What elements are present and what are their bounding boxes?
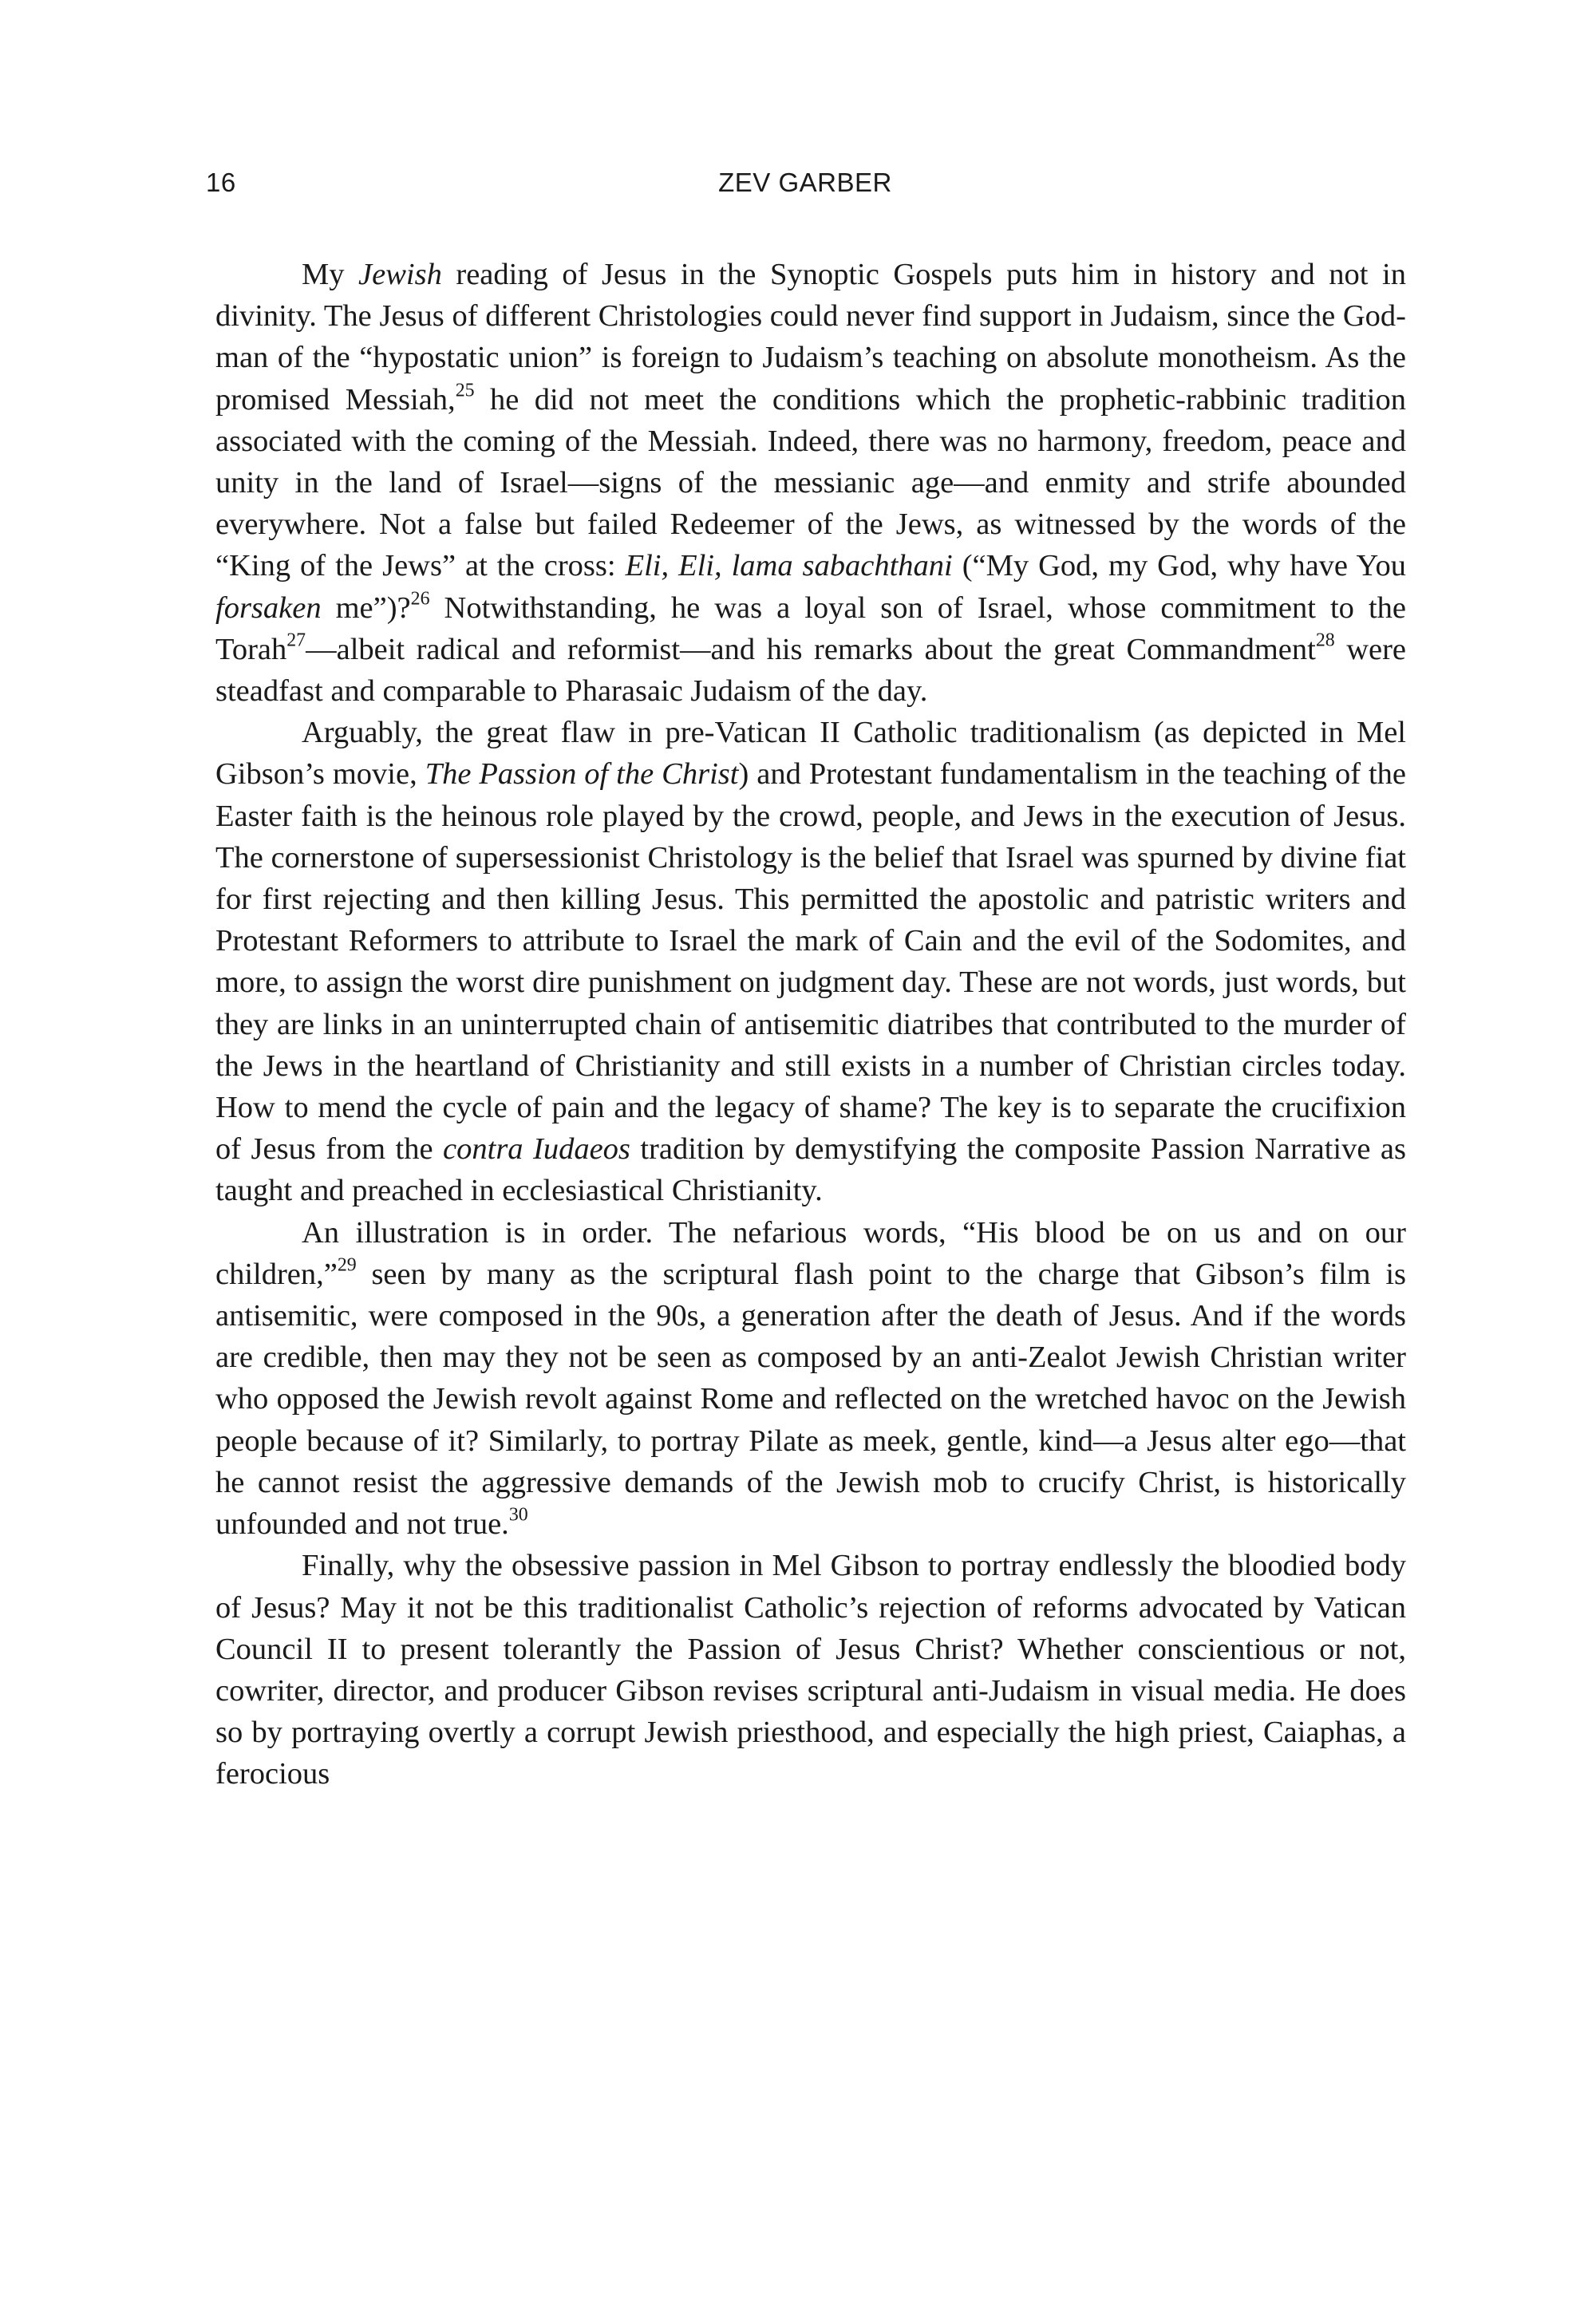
text-run: Arguably, the great flaw in pre-Vatican II Catholic traditionalism (as depicted in Mel Gibson’s movie, — [215, 716, 1406, 792]
text-run: (“My God, my God, why have You — [952, 549, 1406, 583]
page-number: 16 — [206, 168, 236, 197]
text-run: reading of Jesus in the Synoptic Gospels puts him in history and not in divinity. The Jesus of different Christologies could never find support in Judaism, since the God-man of the “hypostatic union” is foreign to Judaism’s teaching on absolute monotheism. As the promised Messiah, — [215, 258, 1406, 417]
footnote-ref: 26 — [410, 587, 430, 609]
paragraph — [215, 1212, 1406, 1546]
text-run: My — [302, 258, 359, 291]
paragraph — [215, 1545, 1406, 1795]
text-run: he did not meet the conditions which the prophetic-rabbinic tradition associated with the coming of the Messiah. Indeed, there was no harmony, freedom, peace and unity in the land of Israel—signs of the messianic age—and enmity and strife abounded everywhere. Not a false but failed Redeemer of the Jews, as witnessed by the words of the “King of the Jews” at the cross: — [215, 382, 1406, 583]
paragraph — [215, 254, 1406, 712]
text-run: Finally, why the obsessive passion in Mel Gibson to portray endlessly the bloodied body of Jesus? May it not be this traditionalist Catholic’s rejection of reforms advocated by Vatican Council II to present tolerantly the Passion of Jesus Christ? Whether conscientious or not, cowriter, director, and producer Gibson revises scriptural anti-Judaism in visual media. He does so by portraying overtly a corrupt Jewish priesthood, and especially the high priest, Caiaphas, a ferocious — [215, 1549, 1406, 1791]
italic-text: contra Iudaeos — [443, 1132, 630, 1167]
body-text — [215, 254, 1406, 1795]
italic-text: Jewish — [358, 258, 442, 291]
text-run: me”)? — [321, 590, 411, 625]
text-run: An illustration is in order. The nefarious words, “His blood be on us and on our children,” — [215, 1215, 1406, 1291]
footnote-ref: 25 — [455, 379, 475, 401]
italic-text: Eli, Eli, lama sabachthani — [625, 549, 953, 583]
text-run: were steadfast and comparable to Pharasaic Judaism of the day. — [215, 632, 1406, 709]
page-header — [206, 168, 1404, 215]
footnote-ref: 30 — [508, 1504, 528, 1526]
text-run: seen by many as the scriptural flash point to the charge that Gibson’s film is antisemitic, were composed in the 90s, a generation after the death of Jesus. And if the words are credible, then may they not be seen as composed by an anti-Zealot Jewish Christian writer who opposed the Jewish revolt against Rome and reflected on the wretched havoc on the Jewish people because of it? Similarly, to portray Pilate as meek, gentle, kind—a Jesus alter ego—that he cannot resist the aggressive demands of the Jewish mob to crucify Christ, is historically unfounded and not true. — [215, 1257, 1406, 1542]
text-run: ) and Protestant fundamentalism in the teaching of the Easter faith is the heinous role played by the crowd, people, and Jews in the execution of Jesus. The cornerstone of supersessionist Christology is the belief that Israel was spurned by divine fiat for first rejecting and then killing Jesus. This permitted the apostolic and patristic writers and Protestant Reformers to attribute to Israel the mark of Cain and the evil of the Sodomites, and more, to assign the worst dire punishment on judgment day. These are not words, just words, but they are links in an uninterrupted chain of antisemitic diatribes that contributed to the murder of the Jews in the heartland of Christianity and still exists in a number of Christian circles today. How to mend the cycle of pain and the legacy of shame? The key is to separate the crucifixion of Jesus from the — [215, 757, 1407, 1167]
footnote-ref: 28 — [1315, 630, 1335, 651]
running-head: ZEV GARBER — [718, 168, 892, 197]
text-run: Notwithstanding, he was a loyal son of Israel, whose commitment to the Torah — [215, 590, 1406, 666]
footnote-ref: 29 — [337, 1254, 357, 1276]
text-run: —albeit radical and reformist—and his remarks about the great Commandment — [306, 632, 1316, 666]
paragraph — [215, 712, 1406, 1211]
italic-text: The Passion of the Christ — [425, 757, 739, 792]
footnote-ref: 27 — [286, 630, 306, 651]
text-run: tradition by demystifying the composite Passion Narrative as taught and preached in ecclesiastical Christianity. — [215, 1132, 1406, 1208]
italic-text: forsaken — [215, 590, 322, 625]
